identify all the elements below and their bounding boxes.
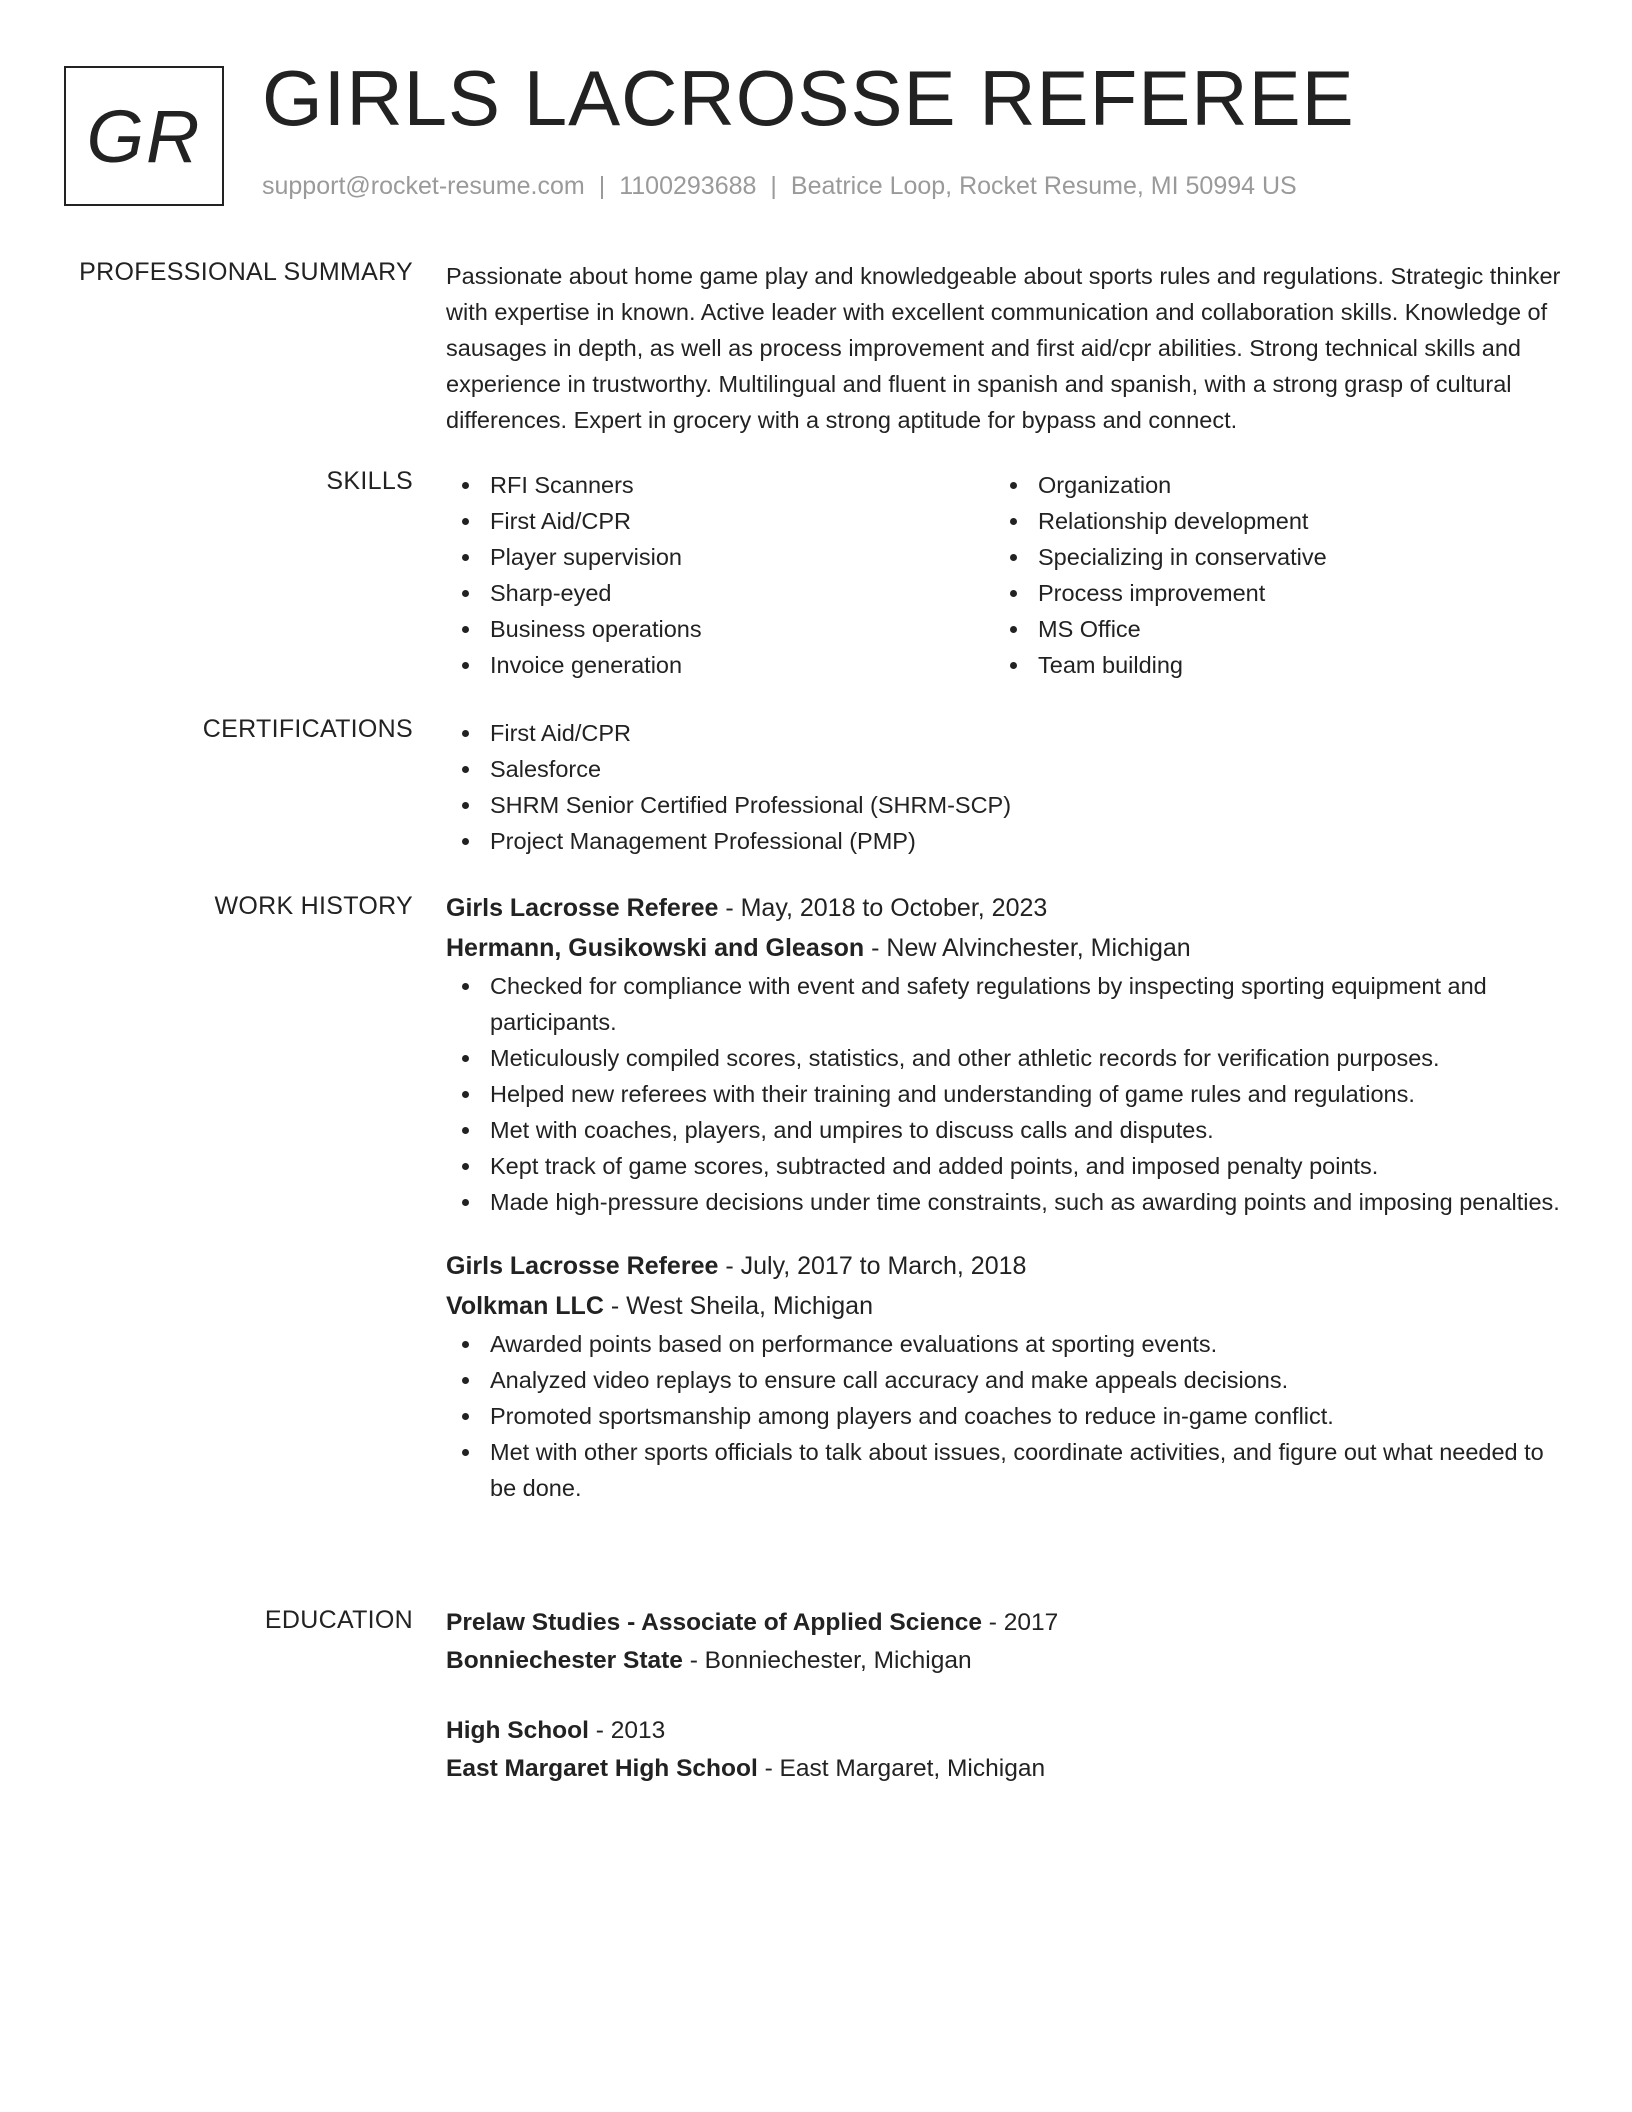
list-item: Invoice generation — [446, 647, 994, 683]
skills-grid — [446, 467, 1561, 683]
job-title-line — [446, 888, 1561, 928]
skills-column-1 — [446, 467, 994, 683]
list-item: Met with other sports officials to talk about issues, coordinate activities, and figure out what needed to be done. — [446, 1434, 1561, 1506]
job-title: Girls Lacrosse Referee — [446, 1252, 719, 1280]
education-location: - Bonniechester, Michigan — [682, 1647, 972, 1674]
education-degree: High School — [446, 1717, 589, 1744]
list-item: SHRM Senior Certified Professional (SHRM-SCP) — [446, 787, 1561, 823]
contact-email: support@rocket-resume.com — [262, 172, 585, 200]
job-entry — [446, 888, 1561, 1220]
list-item: Made high-pressure decisions under time constraints, such as awarding points and imposing penalties. — [446, 1184, 1561, 1220]
list-item: First Aid/CPR — [446, 503, 994, 539]
list-item: Player supervision — [446, 539, 994, 575]
education-school-line — [446, 1750, 1561, 1788]
contact-separator: | — [770, 172, 777, 200]
list-item: Relationship development — [994, 503, 1542, 539]
list-item: MS Office — [994, 611, 1542, 647]
section-label-summary: PROFESSIONAL SUMMARY — [79, 258, 413, 286]
education-year: - 2013 — [588, 1717, 666, 1744]
list-item: Sharp-eyed — [446, 575, 994, 611]
education-degree-line — [446, 1604, 1561, 1642]
job-entry — [446, 1246, 1561, 1506]
list-item: Met with coaches, players, and umpires to discuss calls and disputes. — [446, 1112, 1561, 1148]
education-year: - 2017 — [982, 1609, 1059, 1636]
list-item: Business operations — [446, 611, 994, 647]
monogram-badge: GR — [64, 66, 224, 206]
section-label-certifications: CERTIFICATIONS — [202, 715, 413, 743]
job-bullets — [446, 1326, 1561, 1506]
certifications-list — [446, 715, 1561, 859]
contact-line — [262, 172, 1297, 201]
education-school: East Margaret High School — [446, 1755, 758, 1782]
list-item: First Aid/CPR — [446, 715, 1561, 751]
job-dates: - July, 2017 to March, 2018 — [718, 1252, 1027, 1280]
list-item: Project Management Professional (PMP) — [446, 823, 1561, 859]
list-item: Team building — [994, 647, 1542, 683]
education-school-line — [446, 1642, 1561, 1680]
education-degree: Prelaw Studies - Associate of Applied Science — [446, 1609, 982, 1636]
section-label-skills: SKILLS — [326, 467, 413, 495]
job-company: Volkman LLC — [446, 1292, 604, 1320]
section-label-work: WORK HISTORY — [214, 892, 413, 920]
list-item: RFI Scanners — [446, 467, 994, 503]
job-company-line — [446, 1286, 1561, 1326]
job-company: Hermann, Gusikowski and Gleason — [446, 934, 865, 962]
education-location: - East Margaret, Michigan — [757, 1755, 1046, 1782]
job-dates: - May, 2018 to October, 2023 — [718, 894, 1048, 922]
job-title-line — [446, 1246, 1561, 1286]
list-item: Process improvement — [994, 575, 1542, 611]
list-item: Checked for compliance with event and safety regulations by inspecting sporting equipment and participants. — [446, 968, 1561, 1040]
list-item: Promoted sportsmanship among players and coaches to reduce in-game conflict. — [446, 1398, 1561, 1434]
contact-address: Beatrice Loop, Rocket Resume, MI 50994 US — [790, 172, 1297, 200]
job-location: - New Alvinchester, Michigan — [864, 934, 1191, 962]
education-degree-line — [446, 1712, 1561, 1750]
summary-text: Passionate about home game play and knowledgeable about sports rules and regulations. Strategic thinker with expertise in known. Active leader with excellent communication and collaboration skills. Knowledge of sausages in depth, as well as process improvement and first aid/cpr abilities. Strong technical skills and experience in trustworthy. Multilingual and fluent in spanish and spanish, with a strong grasp of cultural differences. Expert in grocery with a strong aptitude for bypass and connect. — [446, 263, 1561, 433]
job-location: - West Sheila, Michigan — [603, 1292, 873, 1320]
list-item: Helped new referees with their training and understanding of game rules and regulations. — [446, 1076, 1561, 1112]
contact-separator: | — [598, 172, 606, 200]
list-item: Analyzed video replays to ensure call accuracy and make appeals decisions. — [446, 1362, 1561, 1398]
section-label-education: EDUCATION — [264, 1606, 413, 1634]
list-item: Organization — [994, 467, 1542, 503]
list-item: Salesforce — [446, 751, 1561, 787]
job-title: Girls Lacrosse Referee — [446, 894, 719, 922]
contact-phone: 1100293688 — [619, 172, 757, 200]
list-item: Meticulously compiled scores, statistics, and other athletic records for verification purposes. — [446, 1040, 1561, 1076]
skills-column-2 — [994, 467, 1542, 683]
education-entry — [446, 1604, 1561, 1680]
job-company-line — [446, 928, 1561, 968]
list-item: Kept track of game scores, subtracted and added points, and imposed penalty points. — [446, 1148, 1561, 1184]
education-school: Bonniechester State — [446, 1647, 683, 1674]
resume-title: GIRLS LACROSSE REFEREE — [262, 54, 1355, 142]
list-item: Awarded points based on performance evaluations at sporting events. — [446, 1326, 1561, 1362]
education-entry — [446, 1712, 1561, 1788]
list-item: Specializing in conservative — [994, 539, 1542, 575]
job-bullets — [446, 968, 1561, 1220]
